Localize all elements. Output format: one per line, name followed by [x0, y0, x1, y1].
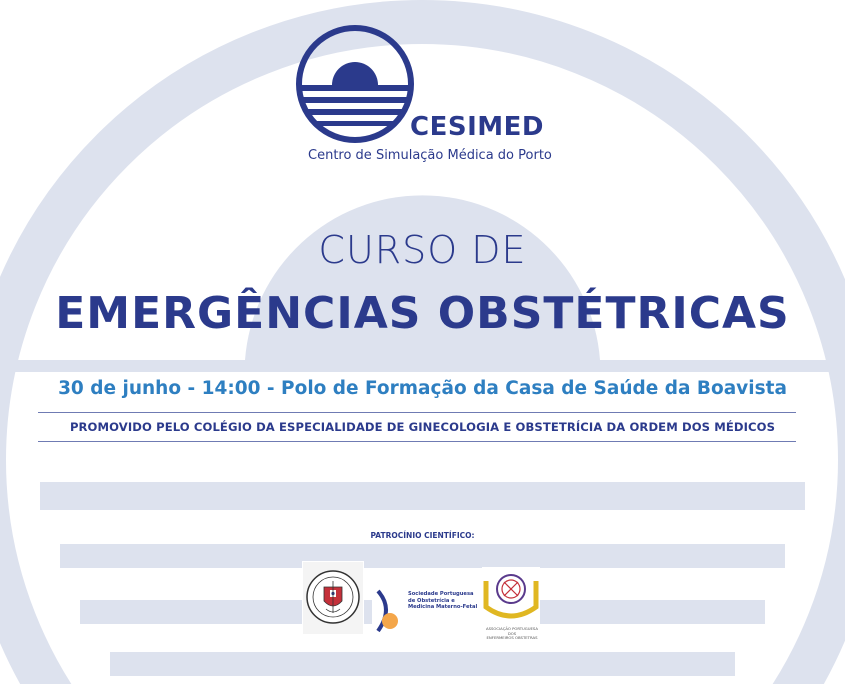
apeo-name: ASSOCIAÇÃO PORTUGUESA DOS ENFERMEIROS OBSTETRAS — [485, 626, 539, 641]
sponsor-spommf — [372, 585, 484, 637]
brand-name: CESIMED — [410, 112, 544, 142]
divider-bottom — [38, 441, 796, 442]
ordem-dos-medicos-seal-icon — [302, 561, 364, 635]
spommf-name: Sociedade Portuguesa de Obstetrícia e Medicina Materno-Fetal — [408, 591, 478, 611]
sponsor-label: PATROCÍNIO CIENTÍFICO: — [370, 531, 475, 540]
divider-top — [38, 412, 796, 413]
watermark-band-2 — [40, 482, 805, 510]
course-title-main: EMERGÊNCIAS OBSTÉTRICAS — [55, 288, 790, 339]
cesimed-emblem-icon — [292, 24, 422, 148]
watermark-band-5 — [110, 652, 735, 676]
sponsor-ordem-dos-medicos — [302, 561, 364, 635]
apeo-logo-icon — [482, 567, 540, 627]
watermark-band-3 — [60, 544, 785, 568]
cesimed-logo — [292, 24, 562, 170]
watermark-band-1 — [0, 360, 845, 372]
spommf-logo-icon — [372, 585, 408, 637]
sponsor-apeo — [482, 567, 540, 643]
course-title-top: CURSO DE — [318, 228, 527, 272]
event-details: 30 de junho - 14:00 - Polo de Formação da Casa de Saúde da Boavista — [58, 378, 787, 399]
brand-subtitle: Centro de Simulação Médica do Porto — [308, 148, 552, 163]
promoted-by: PROMOVIDO PELO COLÉGIO DA ESPECIALIDADE DE GINECOLOGIA E OBSTETRÍCIA DA ORDEM DOS MÉDICOS — [69, 420, 776, 434]
